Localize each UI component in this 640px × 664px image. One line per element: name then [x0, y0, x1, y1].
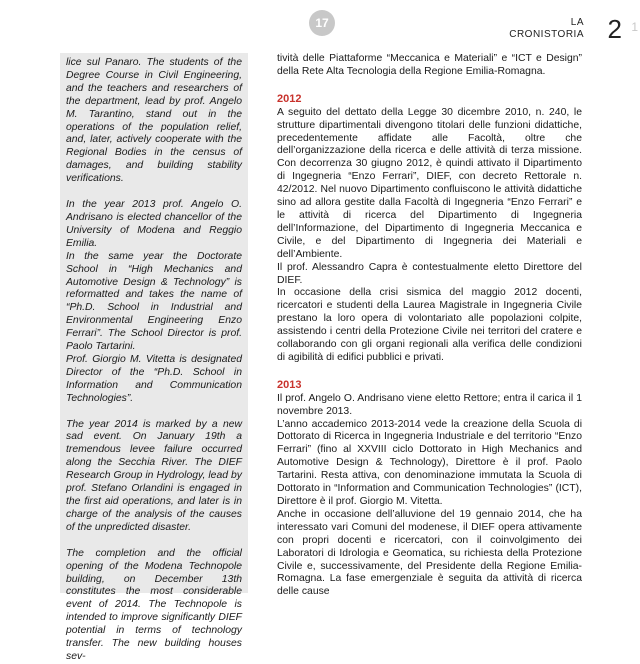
history-paragraph: Il prof. Alessandro Capra è contestualmente eletto Direttore del DIEF. — [277, 261, 582, 286]
chapter-label-line1: LA — [570, 17, 584, 28]
history-paragraph: In occasione della crisi sismica del maggio 2012 docenti, ricercatori e studenti della Laurea Magistrale in Ingegneria Civile prestano la loro opera di volontariato alle popolazioni colpite, assistendo i centri della Protezione Civile nei territori del cratere e collaborando con gli organi regionali alla verifica delle condizioni di agibilità di edifici pubblici e privati. — [277, 287, 582, 363]
year-heading-2013: 2013 — [277, 378, 302, 391]
page-number-badge — [309, 10, 335, 36]
intro-paragraph: tività delle Piattaforme “Meccanica e Materiali” e “ICT e Design” della Rete Alta Tecnologia della Regione Emilia-Romagna. — [277, 53, 582, 77]
history-paragraph: L’anno accademico 2013-2014 vede la creazione della Scuola di Dottorato di Ricerca in Ingegneria Industriale e del territorio “Enzo Ferrari” (fino al XXVIII ciclo Dottorato in High Mechanics and Automotive Design & Technology), Direttore è il prof. Paolo Tartarini. Resta attiva, con denominazione immutata la Scuola di Dottorato in “Information and Communication Technologies” (ICT), Direttore è il prof. Giorgio M. Vitetta. — [277, 418, 582, 507]
page-header — [0, 0, 640, 56]
italian-history-column — [277, 53, 582, 599]
summary-paragraph: lice sul Panaro. The students of the Degree Course in Civil Engineering, and the teachers and researchers of the department, lead by prof. Angelo M. Tarantino, stand out in the operations of the population relief, and, later, actively cooperate with the Regional Bodies in the census of damages, and building stability verifications. — [66, 57, 242, 185]
summary-paragraph: In the year 2013 prof. Angelo O. Andrisano is elected chancellor of the University of Modena and Reggio Emilia. — [66, 199, 242, 249]
history-paragraph: Il prof. Angelo O. Andrisano viene eletto Rettore; entra il carica il 1 novembre 2013. — [277, 392, 582, 417]
chapter-label-line2: CRONISTORIA — [509, 29, 584, 40]
page-number: 17 — [315, 16, 329, 30]
summary-paragraph: In the same year the Doctorate School in “High Mechanics and Automotive Design & Technology” is reformatted and takes the name of “Ph.D. School in Industrial and Environmental Engineering Enzo Ferrari”. The School Director is prof. Paolo Tartarini. — [66, 250, 242, 353]
history-paragraph: A seguito del dettato della Legge 30 dicembre 2010, n. 240, le strutture dipartimentali divengono titolari delle funzioni didattiche, precedentemente affidate alle Facoltà, oltre che dell’organizzazione della ricerca e delle attività di terza missione. Con decorrenza 30 giugno 2012, è quindi attivato il Dipartimento di Ingegneria “Enzo Ferrari”, DIEF, con decreto Rettorale n. 42/2012. Nel nuovo Dipartimento confluiscono le attività didattiche sino ad allora gestite dalla Facoltà di Ingegneria “Enzo Ferrari” e le attività di ricerca del Dipartimento di Ingegneria dell’Informazione, del Dipartimento di Ingegneria Meccanica e Civile, e del Dipartimento di Ingegneria dei Materiali e dell’Ambiente. — [277, 106, 582, 260]
history-paragraph: Anche in occasione dell’alluvione del 19 gennaio 2014, che ha interessato vari Comuni del modenese, il DIEF opera attivamente con propri docenti e ricercatori, con il coinvolgimento dei Laboratori di Idrologia e Geomatica, su richiesta della Protezione Civile e, successivamente, del Presidente della Regione Emilia-Romagna. La fase emergenziale è seguita da attività di ricerca delle cause — [277, 508, 582, 598]
summary-paragraph: Prof. Giorgio M. Vitetta is designated Director of the “Ph.D. School in Information and Communication Technologies”. — [66, 353, 242, 404]
chapter-number: 2 — [607, 14, 622, 44]
chapter-label — [509, 17, 584, 41]
summary-paragraph: The year 2014 is marked by a new sad event. On January 19th a tremendous levee failure occurred along the Secchia River. The DIEF Research Group in Hydrology, lead by prof. Stefano Orlandini is engaged in the first aid operations, and later is in charge of the analysis of the causes of the unpredicted disaster. — [66, 418, 242, 533]
english-summary-column — [60, 53, 248, 662]
summary-paragraph: The completion and the official opening of the Modena Technopole building, on December 13th constitutes the most considerable event of 2014. The Technopole is intended to improve significantly DIEF potential in terms of technology transfer. The new building houses sev- — [66, 547, 242, 662]
next-chapter-number: 1 — [631, 20, 638, 34]
year-heading-2012: 2012 — [277, 92, 302, 105]
